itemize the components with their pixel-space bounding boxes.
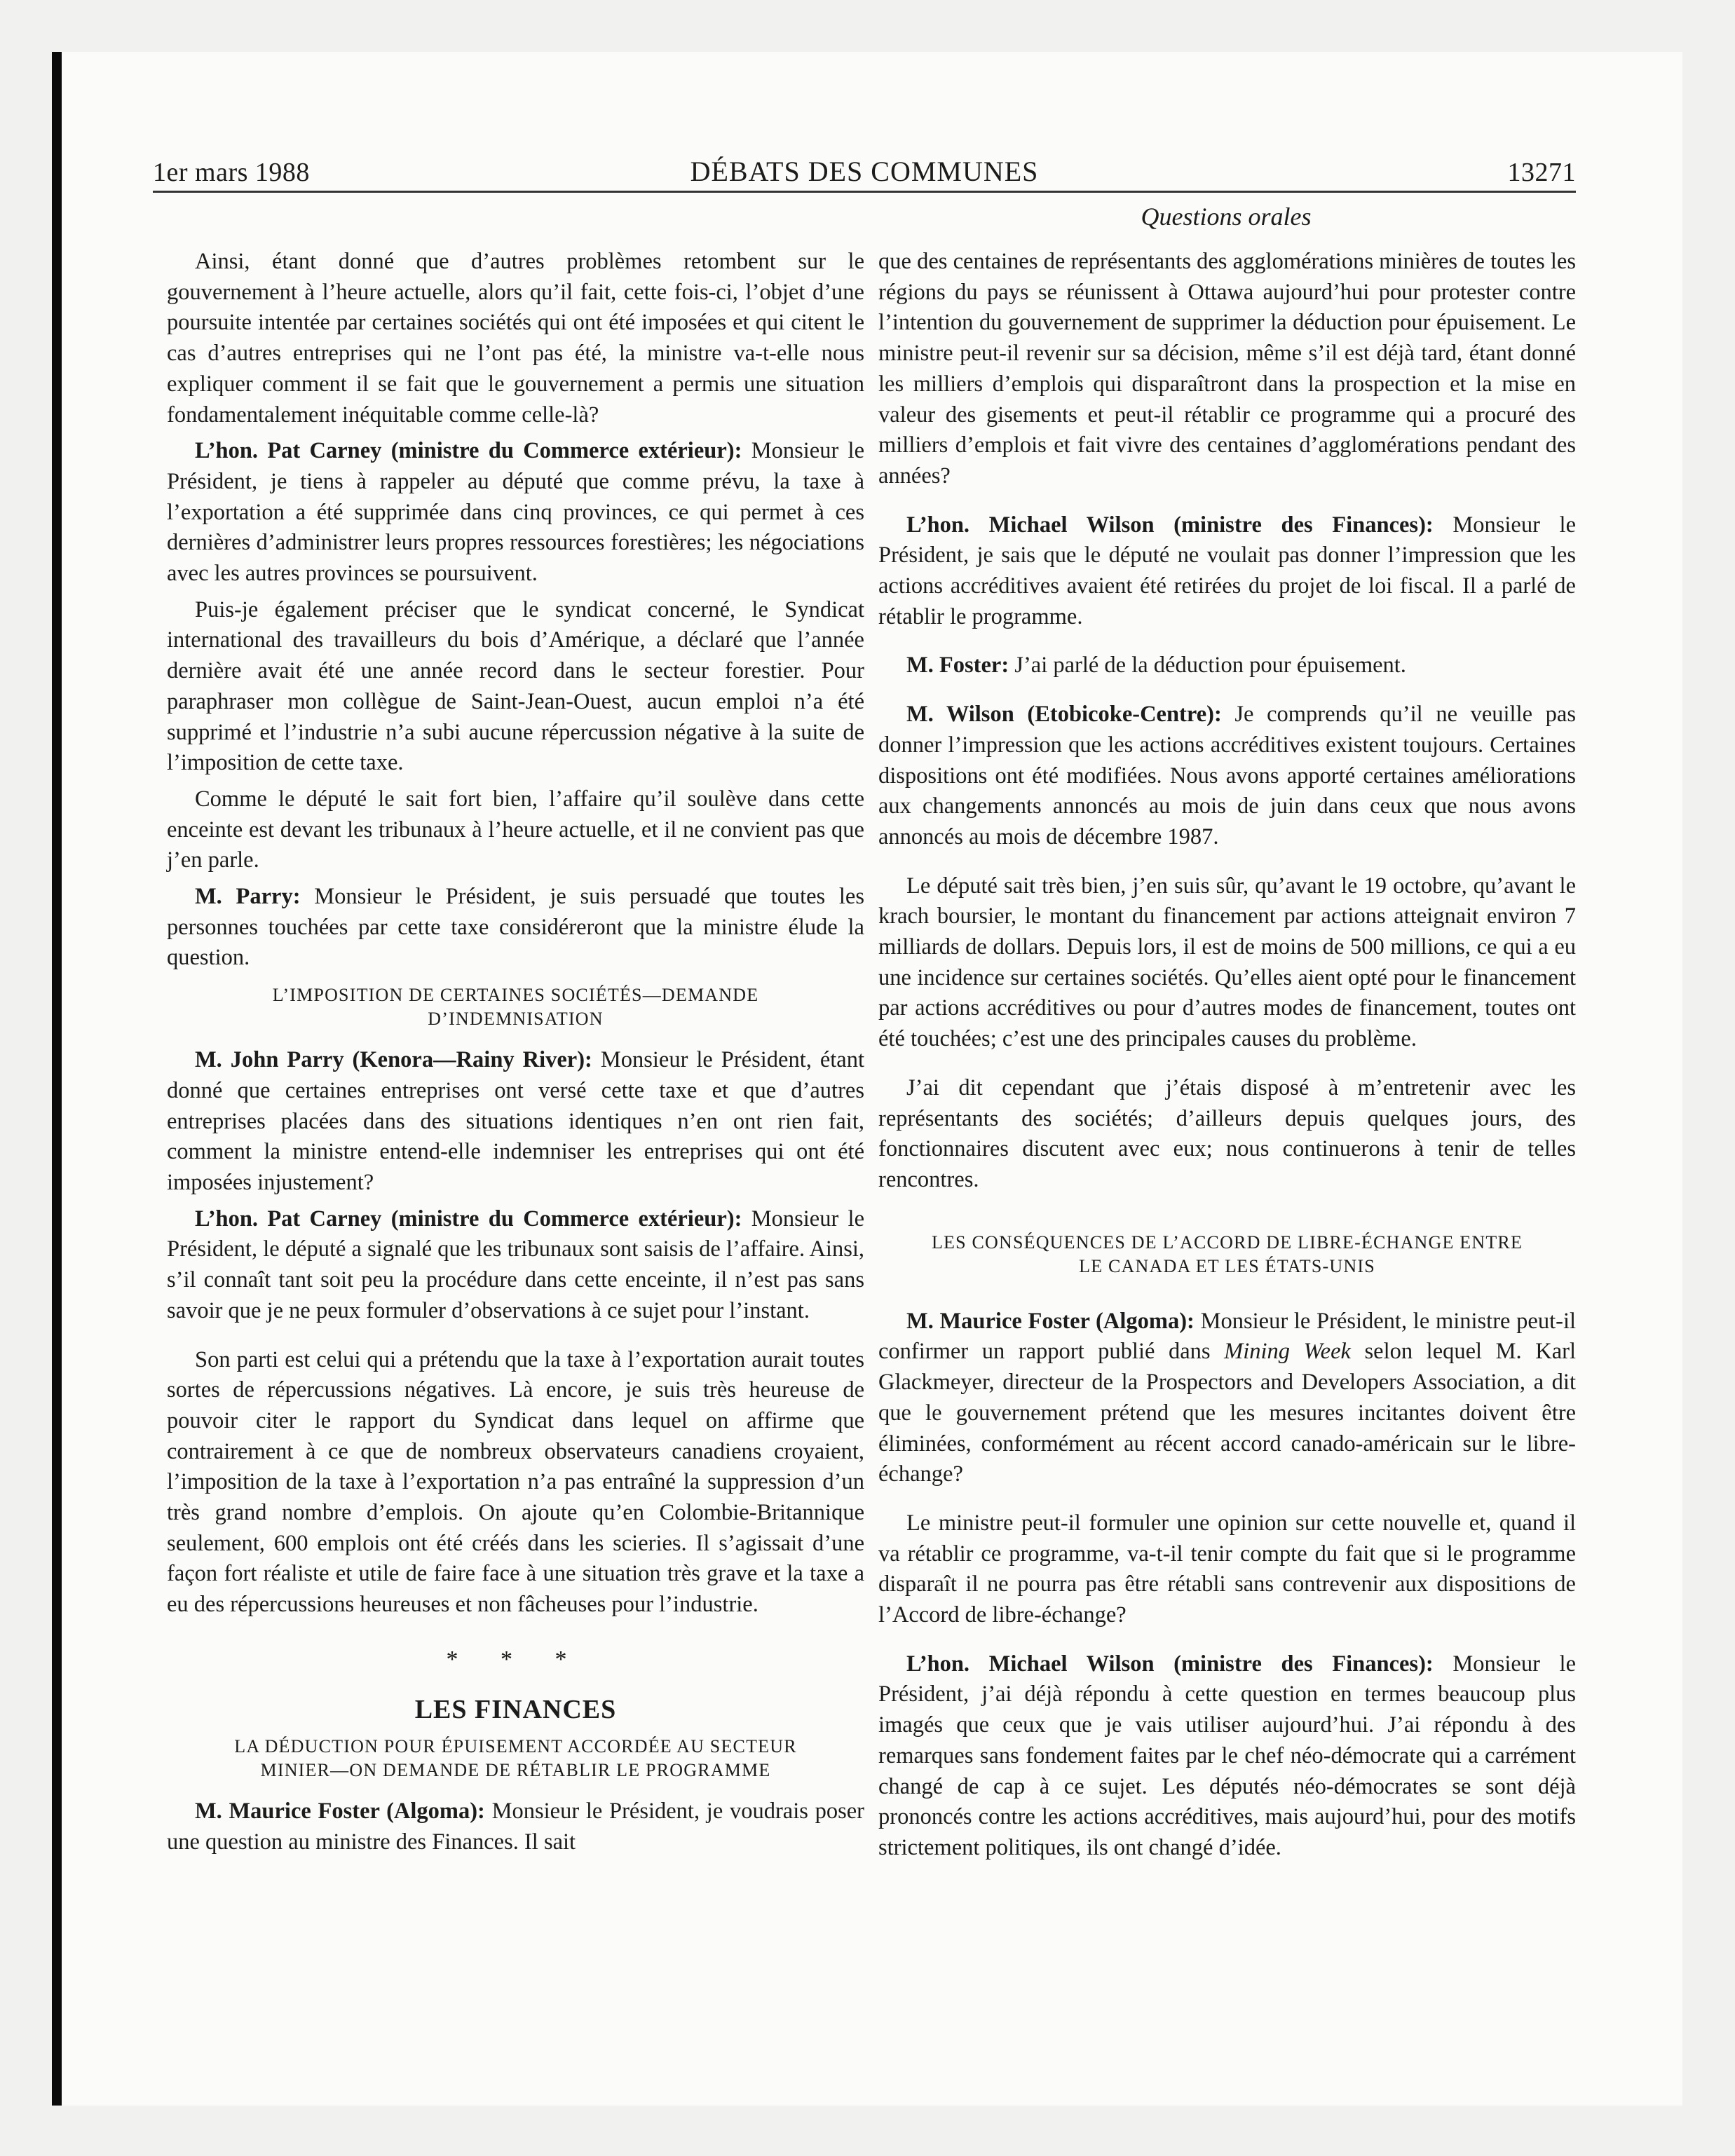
paragraph: Comme le député le sait fort bien, l’affaire qu’il soulève dans cette enceinte est devant les tribunaux à l’heure actuelle, et il ne convient pas que j’en parle. xyxy=(167,786,864,873)
page-number: 13271 xyxy=(1507,158,1576,187)
speaker-name: L’hon. Pat Carney (ministre du Commerce extérieur): xyxy=(195,438,742,464)
speech-text: Monsieur le Président, j’ai déjà répondu à cette question en termes beaucoup plus imagés que ceux que je vais utiliser aujourd’hui. J’ai répondu à des remarques sans fondement faites par le chef néo-démocrate qui a carrément changé de cap à ce sujet. Les députés néo-démocrates se sont déjà prononcés contre les actions accréditives, mais aujourd’hui, pour des motifs strictement politiques, ils ont changé d’idée. xyxy=(878,1651,1576,1860)
paragraph: Le ministre peut-il formuler une opinion sur cette nouvelle et, quand il va rétablir ce programme, va-t-il tenir compte du fait que si le programme disparaît il ne pourra pas être rétabli sans contrevenir aux dispositions de l’Accord de libre-échange? xyxy=(878,1510,1576,1628)
speaker-name: M. Maurice Foster (Algoma): xyxy=(906,1308,1195,1334)
paragraph: Puis-je également préciser que le syndicat concerné, le Syndicat international des travailleurs du bois d’Amérique, a déclaré que l’année dernière avait été une année record dans le secteur forestier. Pour paraphraser mon collègue de Saint-Jean-Ouest, aucun emploi n’a été supprimé et l’industrie n’a subi aucune répercussion négative à la suite de l’imposition de cette taxe. xyxy=(167,596,864,776)
paragraph: Son parti est celui qui a prétendu que la taxe à l’exportation aurait toutes sortes de répercussions négatives. Là encore, je suis très heureuse de pouvoir citer le rapport du Syndicat dans lequel on affirme que contrairement à ce que de nombreux observateurs canadiens croyaient, l’imposition de la taxe à l’exportation n’a pas entraîné la suppression d’un très grand nombre d’emplois. On ajoute qu’en Colombie-Britannique seulement, 600 emplois ont été créés dans les scieries. Il s’agissait d’une façon fort réaliste et utile de faire face à une situation très grave et la taxe a eu des répercussions heureuses et non fâcheuses pour l’industrie. xyxy=(167,1346,864,1618)
speaker-name: M. Maurice Foster (Algoma): xyxy=(195,1799,485,1824)
paragraph xyxy=(167,882,864,974)
speech-text: Monsieur le Président, le ministre peut-il confirmer un rapport publié dans xyxy=(878,1308,1577,1365)
speaker-name: M. Wilson (Etobicoke-Centre): xyxy=(906,702,1222,728)
speech-text: Monsieur le Président, je sais que le député ne voulait pas donner l’impression que les actions accréditives avaient été retirées du projet de loi fiscal. Il a parlé de rétablir le programme. xyxy=(878,512,1576,629)
binding-edge xyxy=(52,52,62,2106)
running-head xyxy=(153,149,1576,193)
section-separator: * * * xyxy=(446,1646,585,1672)
speaker-name: L’hon. Pat Carney (ministre du Commerce extérieur): xyxy=(195,1206,742,1231)
paragraph: Ainsi, étant donné que d’autres problèmes retombent sur le gouvernement à l’heure actuelle, alors qu’il fait, cette fois-ci, l’objet d’une poursuite intentée par certaines sociétés qui ont été imposées et qui citent le cas d’autres entreprises qui ne l’ont pas été, la ministre va-t-elle nous expliquer comment il se fait que le gouvernement a permis une situation fondamentalement inéquitable comme celle-là? xyxy=(167,249,864,428)
section-heading: LES FINANCES xyxy=(414,1694,617,1724)
speech-text: Monsieur le Président, je suis persuadé que toutes les personnes touchées par cette taxe considéreront que la ministre élude la question. xyxy=(167,884,864,971)
heading-line: LES CONSÉQUENCES DE L’ACCORD DE LIBRE-ÉCHANGE ENTRE xyxy=(931,1231,1523,1253)
heading-line: L’IMPOSITION DE CERTAINES SOCIÉTÉS—DEMANDE xyxy=(272,985,759,1006)
topic-heading xyxy=(167,1735,864,1782)
speaker-name: L’hon. Michael Wilson (ministre des Finances): xyxy=(906,512,1434,538)
paragraph: J’ai dit cependant que j’étais disposé à m’entretenir avec les représentants des sociétés; d’ailleurs depuis quelques jours, des fonctionnaires discutent avec eux; nous continuerons à tenir de telles rencontres. xyxy=(878,1074,1576,1192)
header-date: 1er mars 1988 xyxy=(153,158,310,187)
speaker-name: M. Parry: xyxy=(195,884,301,910)
left-column xyxy=(167,247,864,1864)
paragraph: Le député sait très bien, j’en suis sûr, qu’avant le 19 octobre, qu’avant le krach boursier, le montant du financement par actions atteignait environ 7 milliards de dollars. Depuis lors, il est de moins de 500 millions, ce qui a eu une incidence sur certaines sociétés. Qu’elles aient opté pour le financement par actions accréditives ou pour d’autres modes de financement, toutes ont été touchées; c’est une des principales causes du problème. xyxy=(878,873,1576,1052)
paragraph xyxy=(878,510,1576,633)
topic-heading xyxy=(878,1231,1576,1278)
right-column xyxy=(878,247,1576,1869)
speaker-name: M. Foster: xyxy=(906,653,1009,678)
paragraph xyxy=(878,700,1576,853)
speech-text: Monsieur le Président, je voudrais poser une question au ministre des Finances. Il sait xyxy=(167,1799,864,1855)
heading-line: LA DÉDUCTION POUR ÉPUISEMENT ACCORDÉE AU SECTEUR xyxy=(234,1736,797,1757)
speech-text: Monsieur le Président, étant donné que certaines entreprises ont versé cette taxe et que d’autres entreprises placées dans des situations identiques n’en ont rien fait, comment la ministre entend-elle indemniser les entreprises qui ont été imposées injustement? xyxy=(167,1047,864,1195)
section-subheading: Questions orales xyxy=(1141,203,1312,231)
topic-heading xyxy=(167,983,864,1031)
speech-text: J’ai parlé de la déduction pour épuisement. xyxy=(1009,653,1406,678)
paragraph xyxy=(878,1649,1576,1864)
speaker-name: L’hon. Michael Wilson (ministre des Finances): xyxy=(906,1651,1434,1677)
paragraph xyxy=(878,1306,1576,1490)
paragraph xyxy=(167,436,864,589)
heading-line: D’INDEMNISATION xyxy=(428,1009,604,1030)
paragraph xyxy=(167,1045,864,1199)
paragraph: que des centaines de représentants des agglomérations minières de toutes les régions du pays se réunissent à Ottawa aujourd’hui pour protester contre l’intention du gouvernement de supprimer la déduction pour épuisement. Le ministre peut-il revenir sur sa décision, même s’il est déjà tard, étant donné les milliers d’emplois qui disparaîtront dans la prospection et la mise en valeur des gisements et peut-il rétablir ce programme qui a procuré des milliers d’emplois et fait vivre des centaines d’agglomérations pendant des années? xyxy=(878,249,1576,489)
speech-text: Monsieur le Président, je tiens à rappeler au député que comme prévu, la taxe à l’exportation a été supprimée dans cinq provinces, ce qui permet à ces dernières d’administrer leurs propres ressources forestières; les négociations avec les autres provinces se poursuivent. xyxy=(167,438,864,587)
heading-line: MINIER—ON DEMANDE DE RÉTABLIR LE PROGRAMME xyxy=(260,1760,771,1781)
speech-text: Monsieur le Président, le député a signalé que les tribunaux sont saisis de l’affaire. Ainsi, s’il connaît tant soit peu la procédure dans cette enceinte, il n’est pas sans savoir que je ne peux formuler d’observations à ce sujet pour l’instant. xyxy=(167,1206,864,1323)
speech-text: Je comprends qu’il ne veuille pas donner l’impression que les actions accréditives existent toujours. Certaines dispositions ont été modifiées. Nous avons apporté certaines améliorations aux changements annoncés au mois de juin dans ceux que nous avons annoncés au mois de décembre 1987. xyxy=(878,702,1576,850)
header-title: DÉBATS DES COMMUNES xyxy=(690,156,1039,187)
paragraph xyxy=(878,650,1576,681)
speaker-name: M. John Parry (Kenora—Rainy River): xyxy=(195,1047,592,1073)
publication-title: Mining Week xyxy=(1224,1339,1351,1365)
speech-text: selon lequel M. Karl Glackmeyer, directeur de la Prospectors and Developers Association, a dit que le gouvernement prétend que les mesures incitantes doivent être éliminées, conformément au récent accord canado-américain sur le libre-échange? xyxy=(878,1339,1576,1487)
heading-line: LE CANADA ET LES ÉTATS-UNIS xyxy=(1079,1255,1375,1276)
paragraph xyxy=(167,1204,864,1327)
paragraph xyxy=(167,1796,864,1857)
